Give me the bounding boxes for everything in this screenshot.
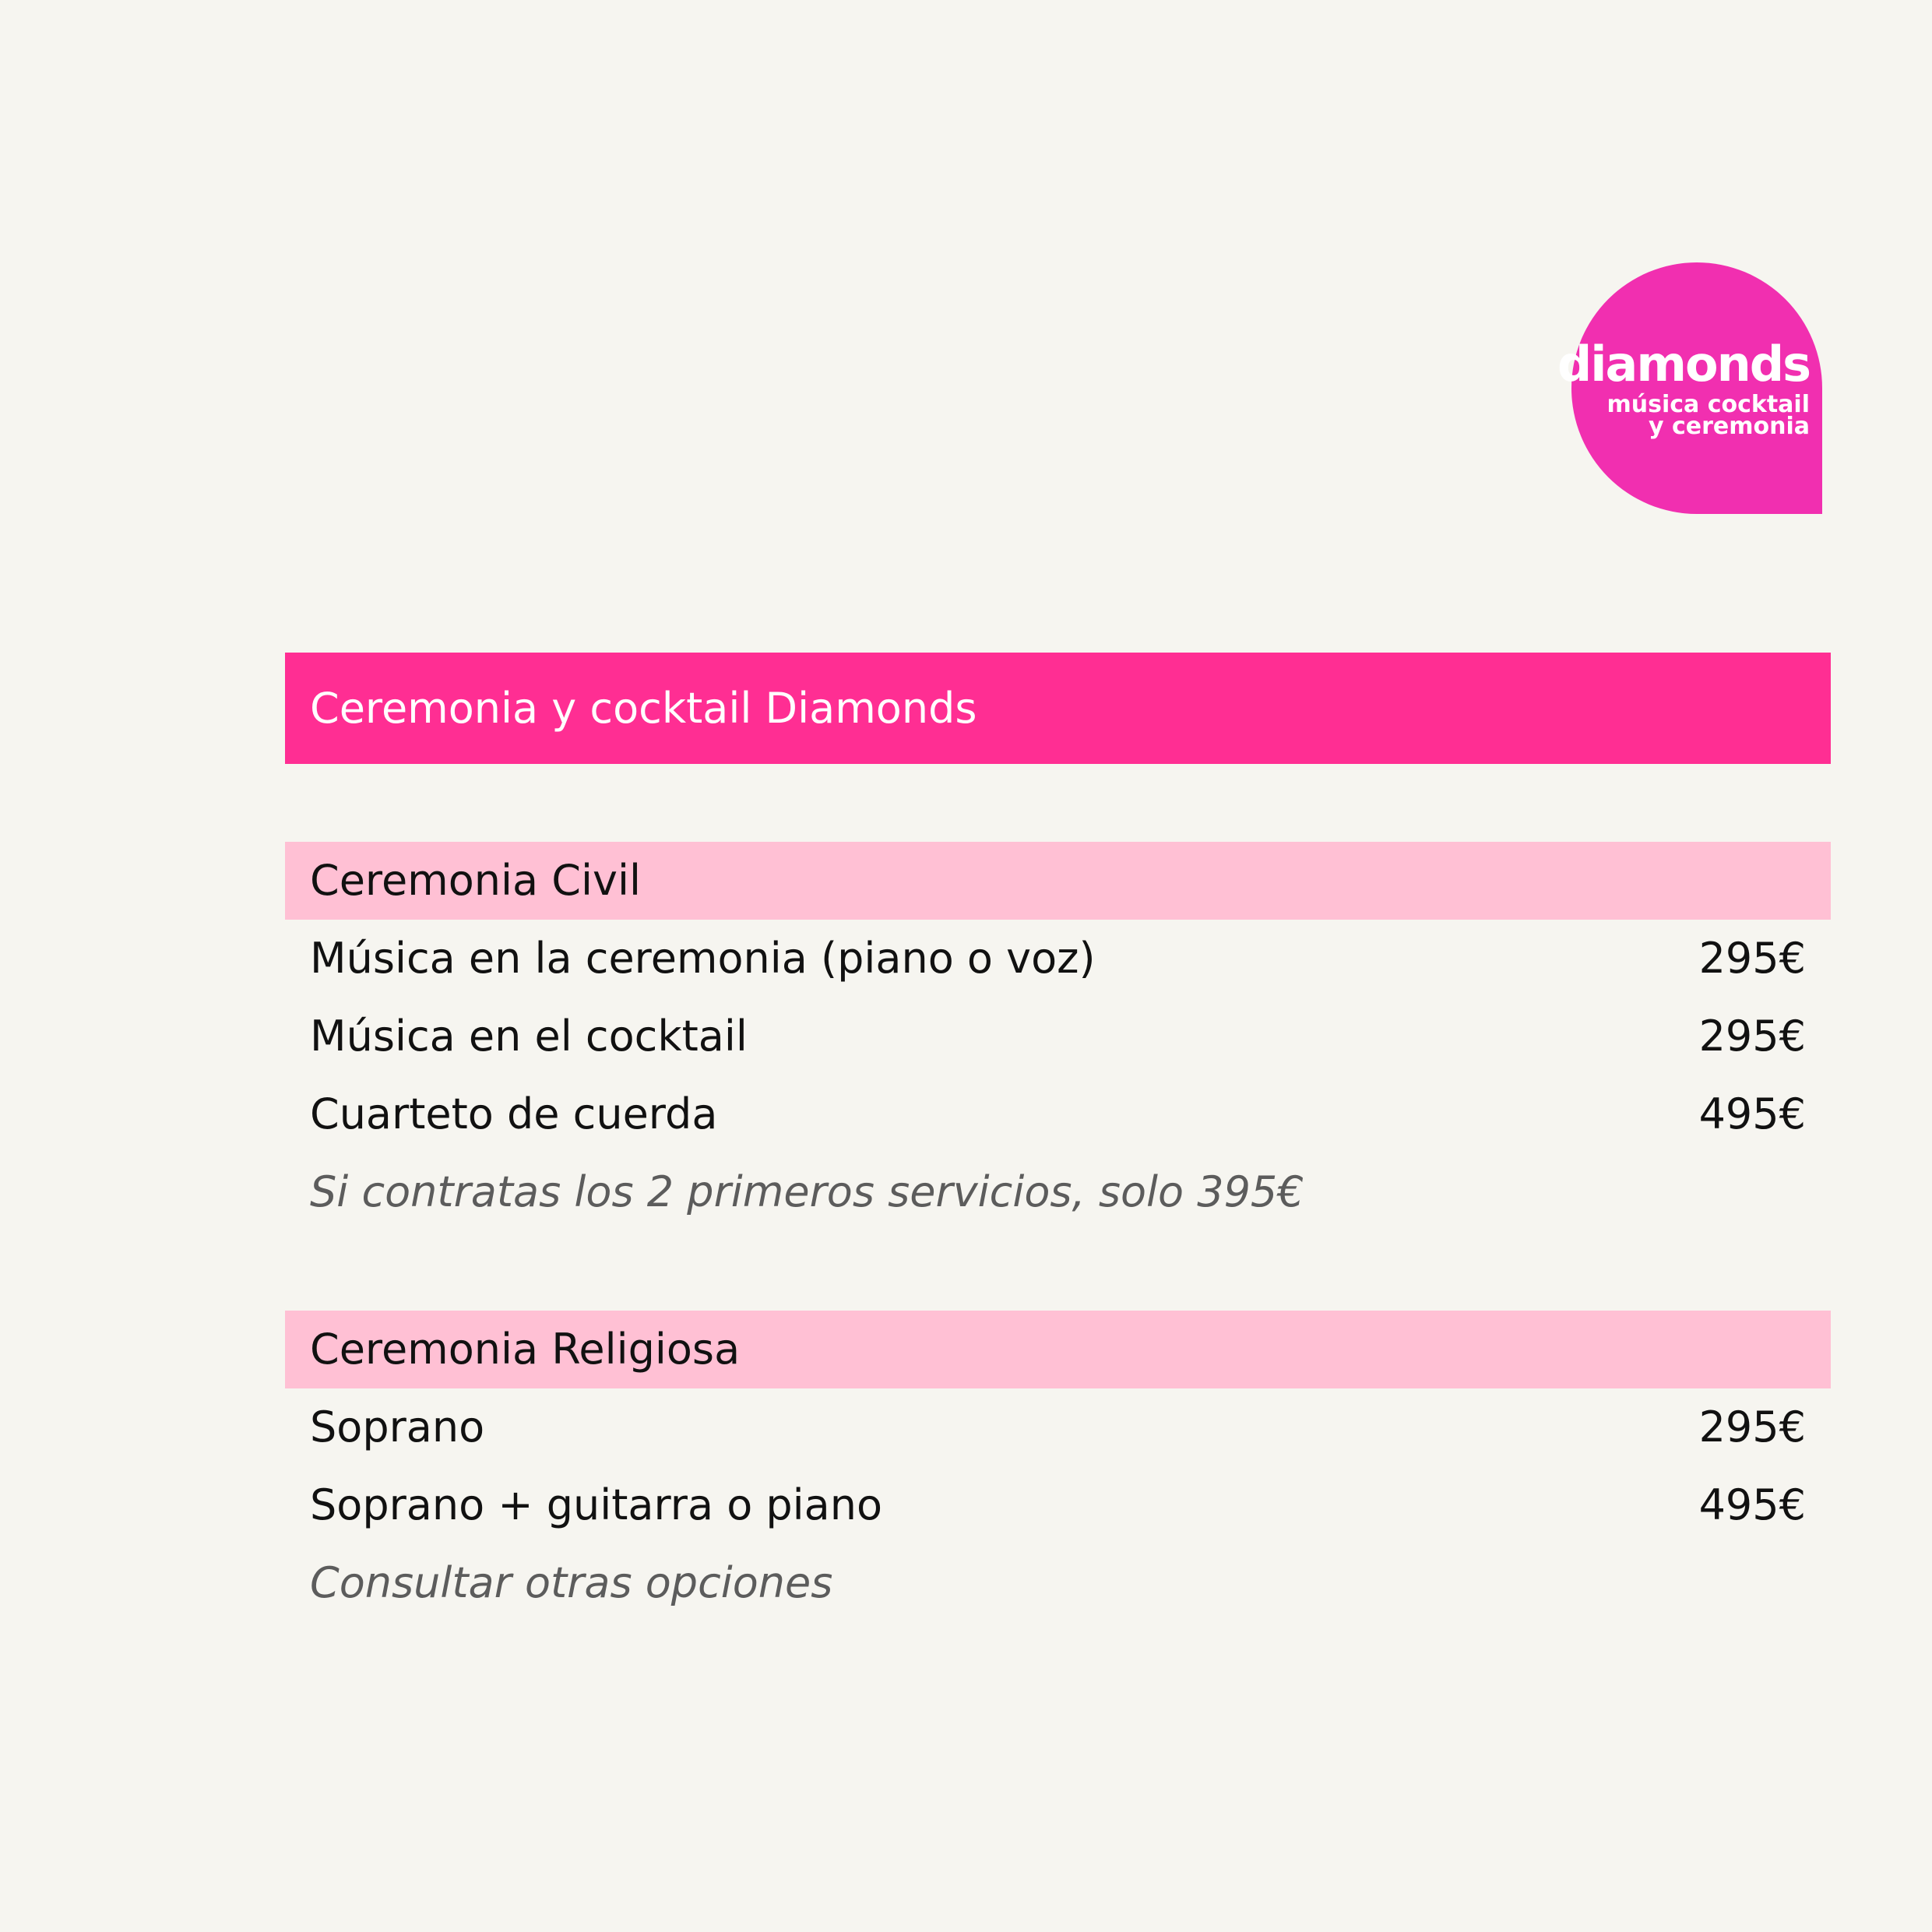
note-text: Si contratas los 2 primeros servicios, solo 395€ [310, 1167, 1304, 1216]
logo-subtitle-line2: y ceremonia [1648, 413, 1810, 440]
price-row [285, 1466, 1831, 1544]
price-row [285, 920, 1831, 998]
item-label: Soprano + guitarra o piano [310, 1480, 883, 1529]
item-price: 295€ [1698, 1402, 1806, 1452]
price-row [285, 1075, 1831, 1153]
section-note [285, 1544, 1831, 1622]
item-price: 495€ [1698, 1480, 1806, 1529]
note-text: Consultar otras opciones [310, 1558, 833, 1607]
section-title: Ceremonia Religiosa [310, 1325, 741, 1374]
item-label: Cuarteto de cuerda [310, 1089, 718, 1138]
item-price: 295€ [1698, 1012, 1806, 1061]
item-label: Música en la ceremonia (piano o voz) [310, 934, 1096, 983]
section-title: Ceremonia Civil [310, 856, 641, 905]
price-row [285, 998, 1831, 1075]
price-row [285, 1388, 1831, 1466]
logo-title: diamonds [1557, 336, 1810, 392]
item-price: 495€ [1698, 1089, 1806, 1138]
diamonds-logo [1557, 262, 1822, 514]
section-header [285, 842, 1831, 920]
section-note [285, 1153, 1831, 1231]
section-ceremonia-civil [285, 842, 1831, 1231]
page-title-bar [285, 653, 1831, 764]
item-price: 295€ [1698, 934, 1806, 983]
section-ceremonia-religiosa [285, 1311, 1831, 1622]
page-title: Ceremonia y cocktail Diamonds [310, 683, 977, 733]
section-header [285, 1311, 1831, 1388]
item-label: Soprano [310, 1402, 485, 1452]
item-label: Música en el cocktail [310, 1012, 748, 1061]
logo-subtitle-line1: música cocktail [1606, 391, 1810, 418]
